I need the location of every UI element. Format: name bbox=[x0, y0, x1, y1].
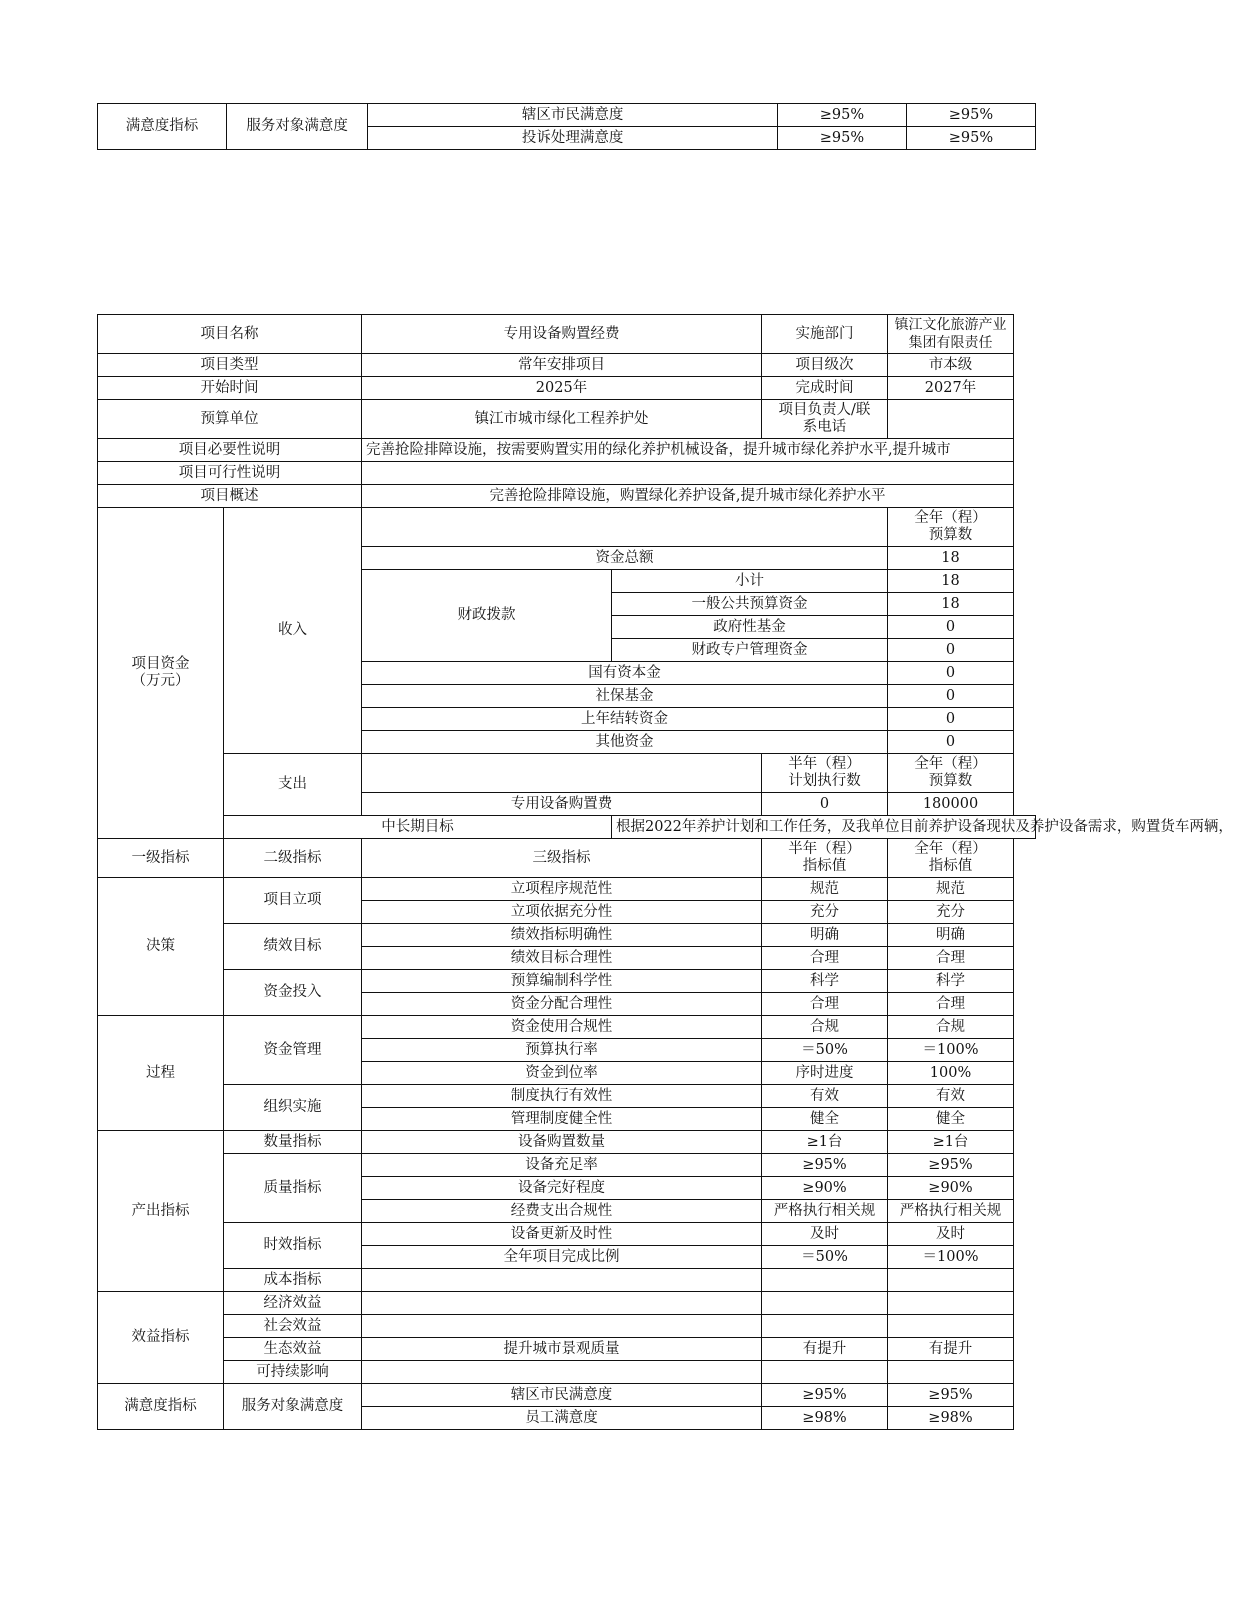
half-value-cell: 充分 bbox=[762, 901, 888, 924]
table-row bbox=[98, 377, 1036, 400]
table-row bbox=[98, 1223, 1036, 1246]
table-row bbox=[98, 485, 1036, 508]
fiscal-item-value: 0 bbox=[888, 616, 1014, 639]
table-row bbox=[98, 754, 1036, 793]
decision-label: 决策 bbox=[98, 878, 224, 1016]
l2-cell: 时效指标 bbox=[224, 1223, 362, 1269]
dept-label: 实施部门 bbox=[762, 315, 888, 354]
table-row bbox=[98, 104, 1036, 127]
l3-cell: 全年项目完成比例 bbox=[362, 1246, 762, 1269]
table-row bbox=[98, 1131, 1036, 1154]
contact-value bbox=[888, 400, 1014, 439]
full-value-cell: 合理 bbox=[888, 993, 1014, 1016]
other-fund-label: 其他资金 bbox=[362, 731, 888, 754]
table-row bbox=[98, 1384, 1036, 1407]
expense-full: 180000 bbox=[888, 793, 1014, 816]
full-value-cell: 严格执行相关规 bbox=[888, 1200, 1014, 1223]
table-row bbox=[98, 400, 1036, 439]
table-row bbox=[98, 1338, 1036, 1361]
l2-cell: 数量指标 bbox=[224, 1131, 362, 1154]
other-fund-label: 社保基金 bbox=[362, 685, 888, 708]
start-value: 2025年 bbox=[362, 377, 762, 400]
l3-cell: 员工满意度 bbox=[362, 1407, 762, 1430]
other-fund-value: 0 bbox=[888, 708, 1014, 731]
full-value-cell: ≥95% bbox=[888, 1384, 1014, 1407]
l2-cell: 资金投入 bbox=[224, 970, 362, 1016]
full-value-cell: ＝100% bbox=[888, 1246, 1014, 1269]
l2-cell: 生态效益 bbox=[224, 1338, 362, 1361]
full-value-cell: 充分 bbox=[888, 901, 1014, 924]
full-year-header: 全年（程）预算数 bbox=[888, 508, 1014, 547]
level1-cell: 满意度指标 bbox=[98, 104, 227, 150]
half-value-cell: ＝50% bbox=[762, 1039, 888, 1062]
other-fund-label: 国有资本金 bbox=[362, 662, 888, 685]
benefit-label: 效益指标 bbox=[98, 1292, 224, 1384]
table-row bbox=[98, 439, 1036, 462]
goal-label: 中长期目标 bbox=[224, 816, 612, 839]
goal-value: 根据2022年养护计划和工作任务，及我单位目前养护设备现状及养护设备需求，购置货车两辆， bbox=[612, 816, 1036, 839]
expense-item: 专用设备购置费 bbox=[362, 793, 762, 816]
l2-cell: 项目立项 bbox=[224, 878, 362, 924]
l3-cell: 立项程序规范性 bbox=[362, 878, 762, 901]
table-row bbox=[98, 462, 1036, 485]
half-value-cell: 明确 bbox=[762, 924, 888, 947]
l2-cell: 组织实施 bbox=[224, 1085, 362, 1131]
expense-half: 0 bbox=[762, 793, 888, 816]
full-value-cell: 100% bbox=[888, 1062, 1014, 1085]
l3-cell: 经费支出合规性 bbox=[362, 1200, 762, 1223]
budget-unit-value: 镇江市城市绿化工程养护处 bbox=[362, 400, 762, 439]
end-value: 2027年 bbox=[888, 377, 1014, 400]
full-value-cell: 有效 bbox=[888, 1085, 1014, 1108]
indicator-l1-header: 一级指标 bbox=[98, 839, 224, 878]
full-value-cell: ≥98% bbox=[888, 1407, 1014, 1430]
table-row bbox=[98, 1016, 1036, 1039]
level-value: 市本级 bbox=[888, 354, 1014, 377]
half-value-cell: 健全 bbox=[762, 1108, 888, 1131]
full-value-cell: 规范 bbox=[888, 878, 1014, 901]
l3-cell: 设备更新及时性 bbox=[362, 1223, 762, 1246]
full-value-cell bbox=[888, 1361, 1014, 1384]
fiscal-item-label: 一般公共预算资金 bbox=[612, 593, 888, 616]
table-row bbox=[98, 354, 1036, 377]
half-value-cell: ≥95% bbox=[762, 1384, 888, 1407]
level2-cell: 服务对象满意度 bbox=[227, 104, 368, 150]
indicator-full-header: 全年（程）指标值 bbox=[888, 839, 1014, 878]
half-value-cell: 有提升 bbox=[762, 1338, 888, 1361]
half-value-cell: ≥90% bbox=[762, 1177, 888, 1200]
project-type-value: 常年安排项目 bbox=[362, 354, 762, 377]
fiscal-label: 财政拨款 bbox=[362, 570, 612, 662]
necessity-value: 完善抢险排障设施，按需要购置实用的绿化养护机械设备，提升城市绿化养护水平,提升城市 bbox=[362, 439, 1014, 462]
half-value-cell: 及时 bbox=[762, 1223, 888, 1246]
l2-cell: 质量指标 bbox=[224, 1154, 362, 1223]
project-name-value: 专用设备购置经费 bbox=[362, 315, 762, 354]
full-value-cell: ≥1台 bbox=[888, 1131, 1014, 1154]
half-value-cell: ≥1台 bbox=[762, 1131, 888, 1154]
satisfaction-continuation-table bbox=[97, 103, 1036, 150]
l3-cell bbox=[362, 1269, 762, 1292]
l3-cell: 立项依据充分性 bbox=[362, 901, 762, 924]
full-value-cell: ≥95% bbox=[906, 127, 1035, 150]
indicator-cell: 投诉处理满意度 bbox=[368, 127, 778, 150]
l3-cell: 提升城市景观质量 bbox=[362, 1338, 762, 1361]
l3-cell: 预算编制科学性 bbox=[362, 970, 762, 993]
l2-cell: 可持续影响 bbox=[224, 1361, 362, 1384]
indicator-cell: 辖区市民满意度 bbox=[368, 104, 778, 127]
total-value: 18 bbox=[888, 547, 1014, 570]
output-label: 产出指标 bbox=[98, 1131, 224, 1292]
table-row bbox=[98, 315, 1036, 354]
total-label: 资金总额 bbox=[362, 547, 888, 570]
full-value-cell: ≥95% bbox=[906, 104, 1035, 127]
l3-cell: 资金使用合规性 bbox=[362, 1016, 762, 1039]
full-value-cell: ≥90% bbox=[888, 1177, 1014, 1200]
half-value-cell: 科学 bbox=[762, 970, 888, 993]
fiscal-item-label: 小计 bbox=[612, 570, 888, 593]
full-value-cell: 健全 bbox=[888, 1108, 1014, 1131]
dept-value: 镇江文化旅游产业集团有限责任 bbox=[888, 315, 1014, 354]
l2-cell: 服务对象满意度 bbox=[224, 1384, 362, 1430]
half-value-cell: 序时进度 bbox=[762, 1062, 888, 1085]
half-value-cell bbox=[762, 1269, 888, 1292]
necessity-label: 项目必要性说明 bbox=[98, 439, 362, 462]
full-value-cell: 有提升 bbox=[888, 1338, 1014, 1361]
full-value-cell bbox=[888, 1315, 1014, 1338]
table-row bbox=[98, 508, 1036, 547]
half-value-cell: 严格执行相关规 bbox=[762, 1200, 888, 1223]
half-value-cell: 规范 bbox=[762, 878, 888, 901]
contact-label: 项目负责人/联系电话 bbox=[762, 400, 888, 439]
indicator-l2-header: 二级指标 bbox=[224, 839, 362, 878]
table-row bbox=[98, 816, 1036, 839]
start-label: 开始时间 bbox=[98, 377, 362, 400]
level-label: 项目级次 bbox=[762, 354, 888, 377]
half-value-cell: ≥95% bbox=[777, 127, 906, 150]
blank-cell bbox=[362, 508, 888, 547]
table-row bbox=[98, 1269, 1036, 1292]
half-year-plan-header: 半年（程）计划执行数 bbox=[762, 754, 888, 793]
fiscal-item-value: 0 bbox=[888, 639, 1014, 662]
l2-cell: 绩效目标 bbox=[224, 924, 362, 970]
full-value-cell bbox=[888, 1269, 1014, 1292]
indicator-half-header: 半年（程）指标值 bbox=[762, 839, 888, 878]
l3-cell: 资金分配合理性 bbox=[362, 993, 762, 1016]
other-fund-value: 0 bbox=[888, 731, 1014, 754]
l3-cell bbox=[362, 1361, 762, 1384]
income-label: 收入 bbox=[224, 508, 362, 754]
l3-cell: 绩效目标合理性 bbox=[362, 947, 762, 970]
other-fund-value: 0 bbox=[888, 685, 1014, 708]
l2-cell: 资金管理 bbox=[224, 1016, 362, 1085]
feasibility-value bbox=[362, 462, 1014, 485]
table-row bbox=[98, 1292, 1036, 1315]
full-year-budget-header: 全年（程）预算数 bbox=[888, 754, 1014, 793]
funds-label: 项目资金（万元） bbox=[98, 508, 224, 839]
overview-label: 项目概述 bbox=[98, 485, 362, 508]
table-row bbox=[98, 1154, 1036, 1177]
l3-cell: 设备完好程度 bbox=[362, 1177, 762, 1200]
table-row bbox=[98, 970, 1036, 993]
fiscal-item-value: 18 bbox=[888, 593, 1014, 616]
full-value-cell: ≥95% bbox=[888, 1154, 1014, 1177]
l3-cell: 设备充足率 bbox=[362, 1154, 762, 1177]
full-value-cell: 合理 bbox=[888, 947, 1014, 970]
project-name-label: 项目名称 bbox=[98, 315, 362, 354]
l3-cell bbox=[362, 1315, 762, 1338]
l2-cell: 经济效益 bbox=[224, 1292, 362, 1315]
l2-cell: 社会效益 bbox=[224, 1315, 362, 1338]
l3-cell: 绩效指标明确性 bbox=[362, 924, 762, 947]
l3-cell bbox=[362, 1292, 762, 1315]
process-label: 过程 bbox=[98, 1016, 224, 1131]
half-value-cell bbox=[762, 1361, 888, 1384]
full-value-cell bbox=[888, 1292, 1014, 1315]
half-value-cell: ≥95% bbox=[762, 1154, 888, 1177]
l3-cell: 资金到位率 bbox=[362, 1062, 762, 1085]
project-performance-table bbox=[97, 314, 1233, 1430]
full-value-cell: 及时 bbox=[888, 1223, 1014, 1246]
l3-cell: 制度执行有效性 bbox=[362, 1085, 762, 1108]
table-row bbox=[98, 1361, 1036, 1384]
table-row bbox=[98, 839, 1036, 878]
l3-cell: 设备购置数量 bbox=[362, 1131, 762, 1154]
half-value-cell: 合理 bbox=[762, 993, 888, 1016]
satisfaction-label: 满意度指标 bbox=[98, 1384, 224, 1430]
l3-cell: 预算执行率 bbox=[362, 1039, 762, 1062]
half-value-cell: ≥98% bbox=[762, 1407, 888, 1430]
half-value-cell: ≥95% bbox=[777, 104, 906, 127]
overview-value: 完善抢险排障设施，购置绿化养护设备,提升城市绿化养护水平 bbox=[362, 485, 1014, 508]
full-value-cell: 科学 bbox=[888, 970, 1014, 993]
other-fund-label: 上年结转资金 bbox=[362, 708, 888, 731]
other-fund-value: 0 bbox=[888, 662, 1014, 685]
fiscal-item-label: 政府性基金 bbox=[612, 616, 888, 639]
full-value-cell: 明确 bbox=[888, 924, 1014, 947]
full-value-cell: ＝100% bbox=[888, 1039, 1014, 1062]
end-label: 完成时间 bbox=[762, 377, 888, 400]
table-row bbox=[98, 924, 1036, 947]
half-value-cell: 合规 bbox=[762, 1016, 888, 1039]
half-value-cell bbox=[762, 1315, 888, 1338]
half-value-cell: 合理 bbox=[762, 947, 888, 970]
l2-cell: 成本指标 bbox=[224, 1269, 362, 1292]
l3-cell: 辖区市民满意度 bbox=[362, 1384, 762, 1407]
half-value-cell: ＝50% bbox=[762, 1246, 888, 1269]
indicator-l3-header: 三级指标 bbox=[362, 839, 762, 878]
project-type-label: 项目类型 bbox=[98, 354, 362, 377]
expense-label: 支出 bbox=[224, 754, 362, 816]
blank-cell bbox=[362, 754, 762, 793]
table-row bbox=[98, 1315, 1036, 1338]
fiscal-item-label: 财政专户管理资金 bbox=[612, 639, 888, 662]
feasibility-label: 项目可行性说明 bbox=[98, 462, 362, 485]
table-row bbox=[98, 1085, 1036, 1108]
full-value-cell: 合规 bbox=[888, 1016, 1014, 1039]
half-value-cell: 有效 bbox=[762, 1085, 888, 1108]
budget-unit-label: 预算单位 bbox=[98, 400, 362, 439]
half-value-cell bbox=[762, 1292, 888, 1315]
l3-cell: 管理制度健全性 bbox=[362, 1108, 762, 1131]
table-row bbox=[98, 878, 1036, 901]
fiscal-item-value: 18 bbox=[888, 570, 1014, 593]
